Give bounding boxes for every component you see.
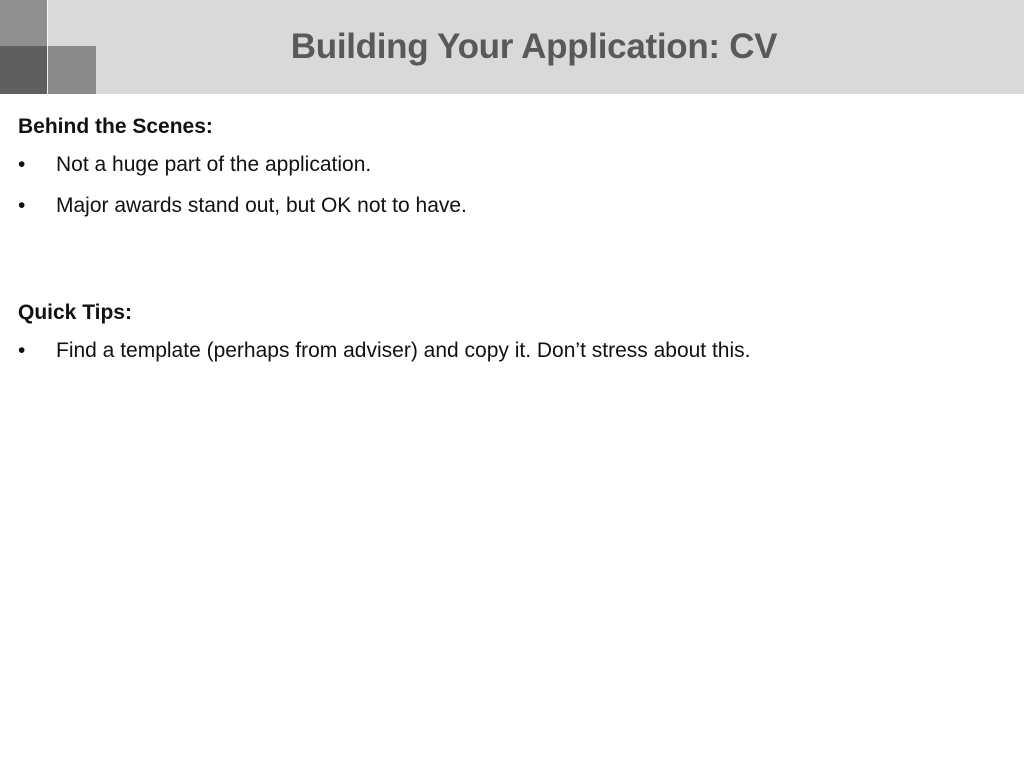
decorative-divider: [47, 0, 48, 94]
bullet-text: Not a huge part of the application.: [56, 153, 372, 176]
slide-title: Building Your Application: CV: [290, 27, 778, 66]
section-spacer: [18, 226, 1008, 296]
bullet-list: [18, 330, 1008, 371]
bullet-list: [18, 144, 1008, 226]
section-heading: Behind the Scenes:: [18, 115, 213, 138]
decorative-square: [47, 0, 96, 46]
decorative-square: [0, 0, 47, 46]
section-heading: Quick Tips:: [18, 301, 132, 324]
bullet-icon: •: [18, 339, 26, 362]
bullet-icon: •: [18, 194, 26, 217]
decorative-square: [47, 46, 96, 94]
bullet-text: Major awards stand out, but OK not to have.: [56, 194, 467, 217]
bullet-icon: •: [18, 153, 26, 176]
list-item: [18, 144, 1008, 185]
decorative-square: [0, 46, 47, 94]
section-quick-tips: [18, 296, 1008, 371]
bullet-text: Find a template (perhaps from adviser) and copy it. Don’t stress about this.: [56, 339, 751, 362]
list-item: [18, 185, 1008, 226]
section-behind-the-scenes: [18, 110, 1008, 226]
list-item: [18, 330, 1008, 371]
slide-body: [18, 110, 1008, 371]
